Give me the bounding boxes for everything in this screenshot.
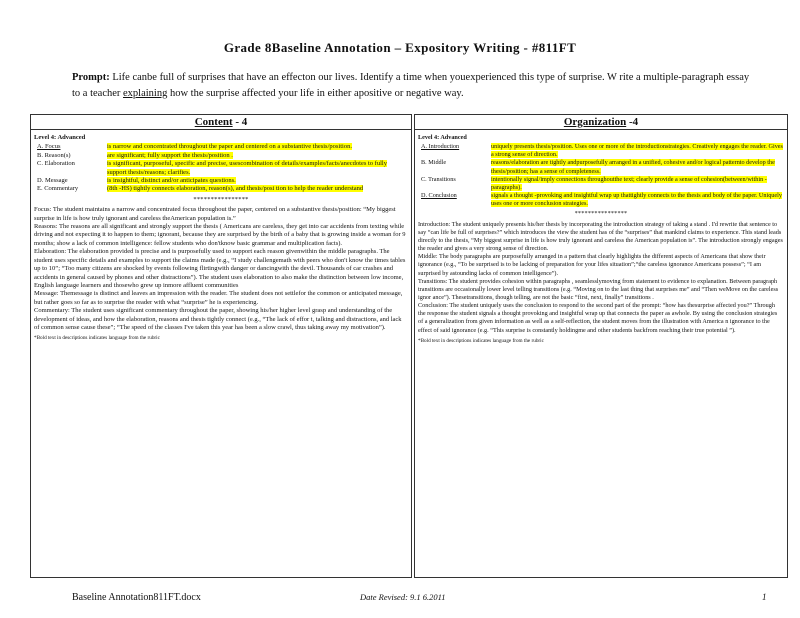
- rubric-row: [418, 192, 784, 208]
- content-header-label: Content: [194, 116, 233, 128]
- annotation-text: The student uniquely presents his/her thesis by incorporating the introduction strategy of taking a stand . I'd rewrite that sentence to say “can life be full of surprises?” which introduces the view the student has of the “surprises” that mankind claims to experience. This stand leads directly to the thesis, “My biggest surprise in life is how truly ignorant and careless the American population is”. The introduction strongly engages the reader and gives a very strong sense of direction.: [418, 220, 783, 253]
- annotation-text: Themessage is distinct and leaves an impression with the reader. The student does not settlefor the common or anticipated message, but rather goes so far as to surprise the reader with what “surprise” he is experiencing.: [34, 290, 403, 306]
- rubric-key: B. Middle: [421, 159, 447, 167]
- content-column: [30, 114, 412, 578]
- prompt-underlined-word: explaining: [123, 88, 168, 99]
- organization-header-score: -4: [626, 116, 639, 128]
- rubric-text: signals a thought -provoking and insightful wrap up thattightly connects to the thesis and body of the paper. Uniquely uses one or more conclusion strategies.: [491, 192, 782, 208]
- rubric-key: C. Elaboration: [37, 160, 75, 168]
- annotation-focus: [34, 206, 408, 223]
- organization-level: Level 4: Advanced: [418, 134, 467, 141]
- content-header: [31, 115, 411, 130]
- annotation-text: The reasons are all significant and strongly support the thesis ( Americans are careless, they get into car accidents from texting while driving and not expecting it to happen to them; ignorant, because they are surprised by the birth of a baby that is growing inside a woman for 9 months; show a lack of common intelligence: fellow students who don'tknow basic grammar and multiplication facts).: [34, 223, 406, 247]
- separator-stars: ****************: [574, 210, 628, 218]
- annotation-transitions: [418, 278, 784, 302]
- content-footnote: *Bold text in descriptions indicates language from the rubric: [34, 335, 160, 342]
- rubric-text: is significant, purposeful, specific and precise, usescombination of details/examples/facts/anecdotes to fully support thesis/reasons; clarifies.: [107, 160, 387, 176]
- annotation-text: The student provides cohesion within paragraphs , seamlesslymoving from statement to evidence to explanation. Between paragraph transitions are occasionally lower level telling transitions (e.g. “Moving on to the last thing that surprises me” and “Then weMove on the careless ignor ance”). Thesetransitions, though telling, are not the basic “first, next, finally” transitions .: [418, 277, 779, 301]
- rubric-text: reasons/elaboration are tightly andpurposefully arranged in a unified, cohesive and/or logical patternto develop the thesis/position; has a sense of completeness.: [491, 159, 775, 175]
- rubric-key: D. Conclusion: [421, 192, 457, 200]
- annotation-label: Focus:: [34, 206, 52, 214]
- rubric-row: [418, 143, 784, 159]
- content-header-score: - 4: [232, 116, 248, 128]
- organization-footnote: *Bold text in descriptions indicates language from the rubric: [418, 337, 544, 344]
- annotation-label: Conclusion:: [418, 302, 448, 310]
- rubric-key: B. Reason(s): [37, 151, 71, 159]
- rubric-row: [34, 152, 408, 160]
- content-rubric: [34, 143, 408, 193]
- annotation-label: Transitions:: [418, 277, 448, 285]
- rubric-row: [34, 160, 408, 177]
- prompt-text-before: Life canbe full of surprises that have an effecton our lives. Identify a time when youexperienced this type of surprise. W rite a multiple-paragraph essay to a teacher: [72, 72, 750, 99]
- organization-column: [414, 114, 788, 578]
- separator-stars: ****************: [193, 195, 249, 203]
- rubric-row: [34, 185, 408, 193]
- annotation-text: The student uniquely uses the conclusion to respond to the second part of the prompt: “how has thesurprise affected you?” Through the response the student signals a thought provoking and insightful wrap up that connects the paper as awhole. By using the conclusion strategies of a generalization from given information as well as a self-reflection, the student moves from the illustration with America n ignorance to the effect of said ignorance (e.g. “This surprise is constantly holdingme and other students backfrom reaching their true potential ”).: [418, 302, 778, 334]
- content-level: Level 4: Advanced: [34, 134, 86, 141]
- annotation-label: Commentary:: [34, 307, 70, 315]
- annotation-elaboration: [34, 248, 408, 290]
- rubric-text: (8th -HS) tightly connects elaboration, reason(s), and thesis/posi tion to help the reader understand: [107, 185, 364, 193]
- annotation-label: Message:: [34, 290, 59, 298]
- footer-date: Date Revised: 9.1 6.2011: [360, 592, 446, 602]
- rubric-text: uniquely presents thesis/position. Uses one or more of the introductionstrategies. Creatively engages the reader. Gives a strong sense of direction.: [491, 143, 783, 159]
- footer-page-number: 1: [762, 592, 767, 602]
- annotation-text: The student uses significant commentary throughout the paper, showing his/her higher level grasp and understanding of the development of ideas, and how the elaboration, reasons and thesis tightly connect (e.g., “The lack of effor t, talking and distractions, and lack of common sense cause these”; “The speed of the classes I've taken this year has been a slow crawl, thus taking away my motivation”).: [34, 307, 402, 331]
- annotation-text: The elaboration provided is precise and is purposefully used to support each reason givenwithin the middle paragraphs. The student uses specific details and examples to support the claims made (e.g., “I study challengemath with peers who don't know the times tables up to 10”; “Too many citizens are shocked by events following flirtingwith danger or dancingwith the devil. Thousands of car crashes and accidents in general caused by phones and other distractions”). The student uses elaboration to also make the distinction between low income, English language learners and thosewho grew up inmore affluent communities: [34, 248, 406, 289]
- annotation-label: Introduction:: [418, 220, 451, 228]
- rubric-text: is insightful, distinct and/or anticipates questions.: [107, 177, 236, 185]
- rubric-text: are significant; fully support the thesis/position .: [107, 151, 233, 159]
- rubric-key: E. Commentary: [37, 185, 79, 193]
- annotation-text: The student maintains a narrow and concentrated focus throughout the paper, centered on a substantive thesis/position: “My biggest surprise in life is how truly ignorant and careless theAmerican population is.”: [34, 206, 396, 222]
- document-title: Grade 8Baseline Annotation – Expository Writing - #811FT: [223, 40, 577, 55]
- annotation-commentary: [34, 307, 408, 332]
- organization-rubric: [418, 143, 784, 208]
- rubric-key: A. Focus: [37, 143, 61, 151]
- annotation-label: Reasons:: [34, 223, 58, 231]
- annotation-middle: [418, 253, 784, 277]
- annotation-label: Elaboration:: [34, 248, 67, 256]
- rubric-key: A. Introduction: [421, 143, 460, 151]
- organization-header: [415, 115, 787, 130]
- annotation-message: [34, 290, 408, 307]
- annotation-text: The body paragraphs are purposefully arranged in a pattern that clearly highlights the different aspects of Americans that show their ignorance (e.g., “To be surprised is to be lacking of preparation for your lifes situation”;“the careless ignorance Americans possess”; “I am surprised by astounding lacks of common intelligence”).: [418, 253, 766, 277]
- rubric-row: [34, 177, 408, 185]
- annotation-reasons: [34, 223, 408, 248]
- rubric-key: C. Transitions: [421, 175, 456, 183]
- rubric-row: [34, 143, 408, 151]
- footer-filename: Baseline Annotation811FT.docx: [72, 592, 201, 603]
- rubric-key: D. Message: [37, 177, 68, 185]
- rubric-row: [418, 159, 784, 175]
- prompt: [72, 70, 752, 102]
- rubric-text: intentionally signal/imply connections throughoutthe text; clearly provide a sense of cohesion(between/within - paragraphs).: [491, 175, 767, 191]
- prompt-label: Prompt:: [72, 72, 110, 83]
- annotation-conclusion: [418, 302, 784, 335]
- organization-header-label: Organization: [563, 116, 627, 128]
- rubric-row: [418, 176, 784, 192]
- annotation-label: Middle:: [418, 253, 438, 261]
- rubric-text: is narrow and concentrated throughout the paper and centered on a substantive thesis/position.: [107, 143, 352, 151]
- prompt-text-after: how the surprise affected your life in either apositive or negative way.: [167, 88, 464, 99]
- annotation-introduction: [418, 221, 784, 254]
